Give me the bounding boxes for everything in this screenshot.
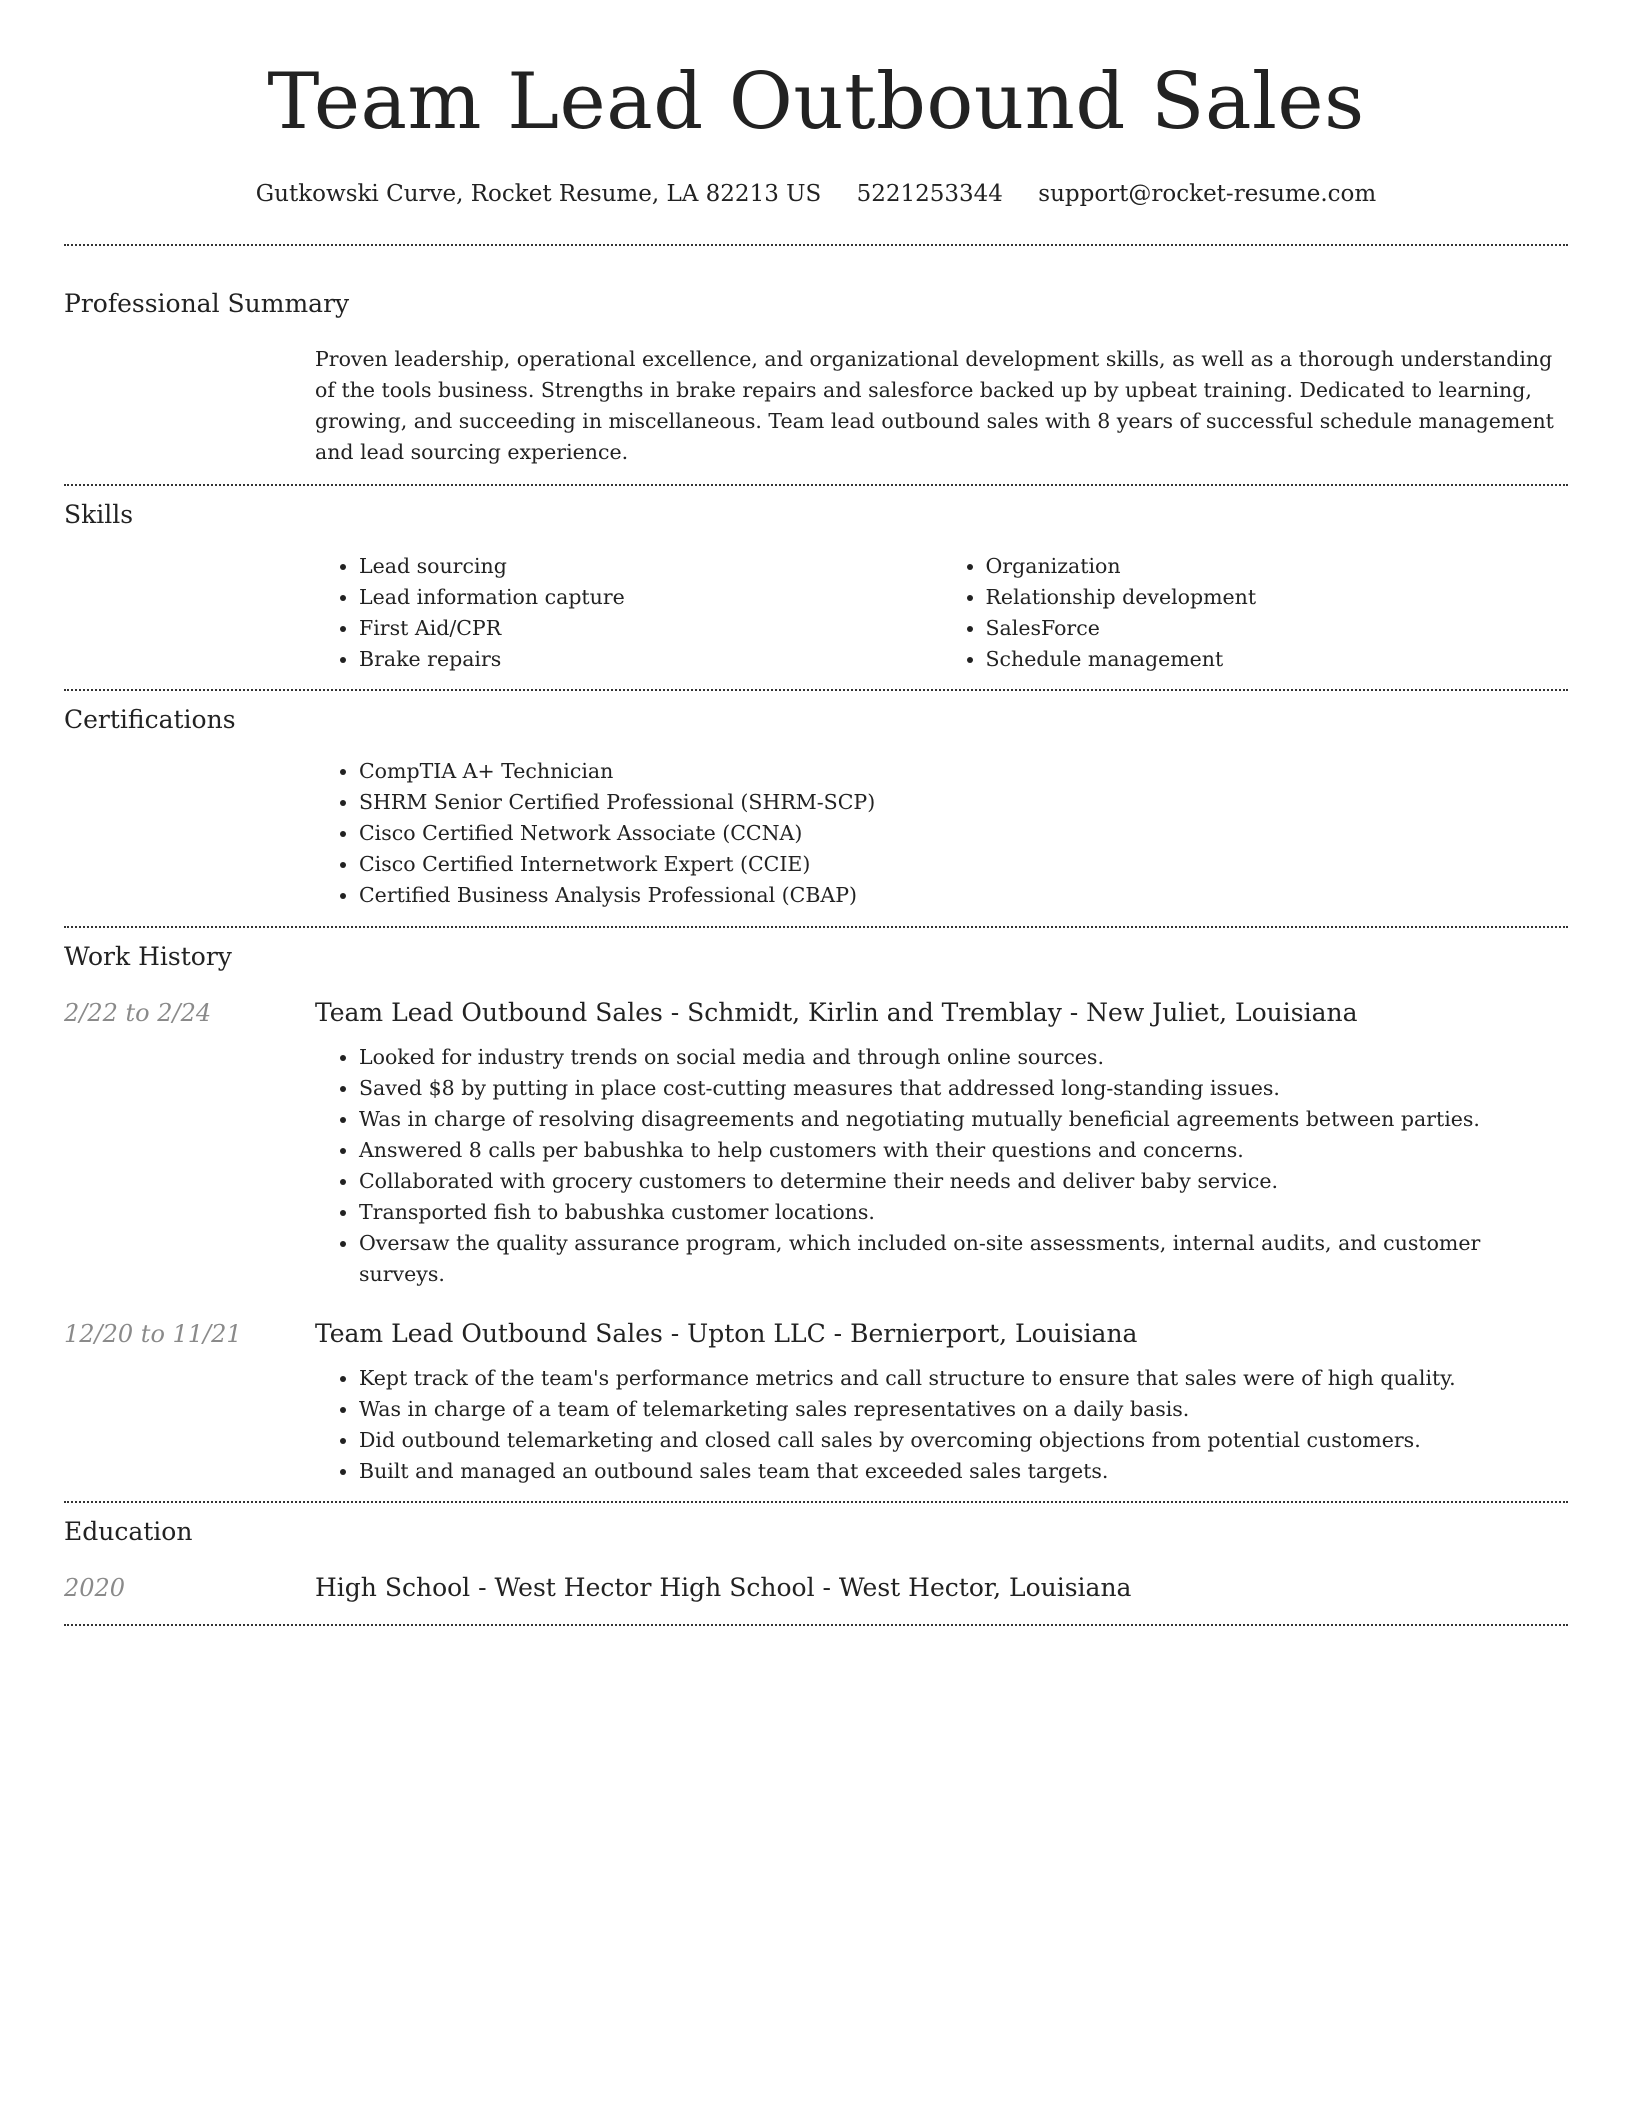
education-section [64, 1503, 1568, 1624]
section-title-skills: Skills [64, 500, 134, 529]
skill-item: • Lead information capture [359, 582, 942, 613]
contact-email: support@rocket-resume.com [1038, 181, 1377, 207]
job-bullet: • Kept track of the team's performance metrics and call structure to ensure that sales were of high quality. [359, 1363, 1568, 1394]
contact-phone: 5221253344 [856, 181, 1003, 207]
education-dates: 2020 [64, 1574, 126, 1602]
summary-text: Proven leadership, operational excellence, and organizational development skills, as well as a thorough understanding of the tools business. Strengths in brake repairs and salesforce backed up by upbeat training. Dedicated to learning, growing, and succeeding in miscellaneous. Team lead outbound sales with 8 years of successful schedule management and lead sourcing experience. [315, 347, 1554, 464]
job-heading: Team Lead Outbound Sales - Upton LLC - Bernierport, Louisiana [315, 1319, 1138, 1348]
skill-item: • Brake repairs [359, 644, 942, 675]
job-bullet: • Oversaw the quality assurance program, which included on-site assessments, internal audits, and customer surveys. [359, 1228, 1568, 1290]
certifications-section [64, 691, 1568, 926]
skill-item: • Schedule management [986, 644, 1569, 675]
job-entry [64, 997, 1568, 1290]
job-bullet: • Looked for industry trends on social media and through online sources. [359, 1042, 1568, 1073]
certification-item: • Cisco Certified Network Associate (CCNA) [359, 818, 1568, 849]
job-dates: 2/22 to 2/24 [64, 999, 212, 1027]
divider [64, 1624, 1568, 1626]
skills-list-left [315, 551, 942, 675]
job-bullets [315, 1042, 1568, 1290]
skills-list-right [942, 551, 1569, 675]
contact-line [64, 178, 1568, 210]
section-title-certifications: Certifications [64, 705, 236, 734]
job-bullet: • Did outbound telemarketing and closed call sales by overcoming objections from potential customers. [359, 1425, 1568, 1456]
job-entry [64, 1318, 1568, 1487]
skill-item: • Relationship development [986, 582, 1569, 613]
contact-address: Gutkowski Curve, Rocket Resume, LA 82213 US [255, 181, 822, 207]
job-heading: Team Lead Outbound Sales - Schmidt, Kirlin and Tremblay - New Juliet, Louisiana [315, 998, 1358, 1027]
certification-item: • SHRM Senior Certified Professional (SHRM-SCP) [359, 787, 1568, 818]
skill-item: • Organization [986, 551, 1569, 582]
certification-item: • Certified Business Analysis Professional (CBAP) [359, 880, 1568, 911]
job-dates: 12/20 to 11/21 [64, 1320, 242, 1348]
skills-section [64, 486, 1568, 689]
skills-columns [315, 531, 1568, 689]
job-bullet: • Saved $8 by putting in place cost-cutting measures that addressed long-standing issues. [359, 1073, 1568, 1104]
certifications-list [315, 756, 1568, 911]
skill-item: • SalesForce [986, 613, 1569, 644]
candidate-name: Team Lead Outbound Sales [267, 57, 1365, 147]
job-bullet: • Answered 8 calls per babushka to help customers with their questions and concerns. [359, 1135, 1568, 1166]
job-bullets [315, 1363, 1568, 1487]
skill-item: • First Aid/CPR [359, 613, 942, 644]
certification-item: • CompTIA A+ Technician [359, 756, 1568, 787]
section-title-education: Education [64, 1517, 193, 1546]
education-heading: High School - West Hector High School - West Hector, Louisiana [315, 1573, 1132, 1602]
job-bullet: • Collaborated with grocery customers to determine their needs and deliver baby service. [359, 1166, 1568, 1197]
certification-item: • Cisco Certified Internetwork Expert (CCIE) [359, 849, 1568, 880]
job-bullet: • Was in charge of resolving disagreements and negotiating mutually beneficial agreements between parties. [359, 1104, 1568, 1135]
education-entry [64, 1572, 1568, 1624]
section-title-summary: Professional Summary [64, 289, 350, 318]
job-bullet: • Was in charge of a team of telemarketing sales representatives on a daily basis. [359, 1394, 1568, 1425]
job-bullet: • Transported fish to babushka customer locations. [359, 1197, 1568, 1228]
job-bullet: • Built and managed an outbound sales team that exceeded sales targets. [359, 1456, 1568, 1487]
professional-summary-section [64, 246, 1568, 484]
skill-item: • Lead sourcing [359, 551, 942, 582]
work-history-section [64, 928, 1568, 1501]
section-title-work-history: Work History [64, 942, 232, 971]
